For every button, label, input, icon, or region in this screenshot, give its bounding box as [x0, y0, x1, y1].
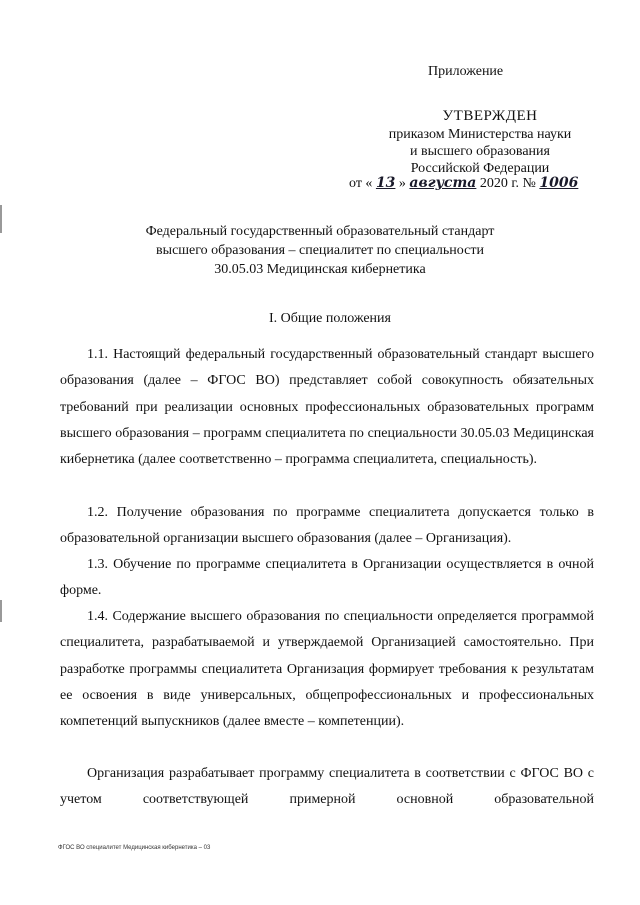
title-line: 30.05.03 Медицинская кибернетика — [214, 262, 426, 277]
order-line: Российской Федерации — [410, 161, 550, 176]
approved-label: УТВЕРЖДЕН — [442, 108, 538, 124]
page-footer: ФГОС ВО специалитет Медицинская кибернетика – 03 — [58, 845, 211, 851]
date-mid: » — [398, 176, 406, 191]
order-date-number — [349, 175, 578, 192]
paragraph-text: Организация разрабатывает программу специалитета в соответствии с ФГОС ВО с учетом соответствующей примерной основной образовательной — [60, 766, 594, 808]
paragraph-1-3 — [60, 552, 594, 605]
paragraph-1-1 — [60, 342, 594, 473]
title-line: Федеральный государственный образовательный стандарт — [145, 224, 495, 239]
section-heading: I. Общие положения — [269, 311, 391, 326]
date-year: 2020 г. № — [479, 176, 536, 191]
paragraph-text: 1.1. Настоящий федеральный государственный образовательный стандарт высшего образования (далее – ФГОС ВО) представляет собой совокупность обязательных требований при реализации основных профессиональных образовательных программ высшего образования – программ специалитета по специальности 30.05.03 Медицинская кибернетика (далее соответственно – программа специалитета, специальность). — [60, 347, 594, 468]
paragraph-organization — [60, 761, 594, 814]
scan-edge-mark — [0, 600, 2, 622]
paragraph-1-4 — [60, 604, 594, 735]
title-line: высшего образования – специалитет по специальности — [156, 243, 484, 258]
order-number-handwritten: 1006 — [539, 175, 579, 191]
paragraph-text: 1.2. Получение образования по программе специалитета допускается только в образовательной организации высшего образования (далее – Организация). — [60, 505, 594, 547]
order-line: приказом Министерства науки — [388, 127, 572, 142]
order-line: и высшего образования — [410, 144, 550, 159]
date-day-handwritten: 13 — [375, 175, 396, 191]
scan-edge-mark — [0, 205, 2, 233]
appendix-label: Приложение — [428, 64, 504, 79]
order-issuer — [360, 126, 600, 177]
date-month-handwritten: августа — [409, 175, 477, 191]
paragraph-text: 1.3. Обучение по программе специалитета в Организации осуществляется в очной форме. — [60, 557, 594, 599]
document-title — [110, 222, 530, 279]
paragraph-text: 1.4. Содержание высшего образования по специальности определяется программой специалитета, разрабатываемой и утверждаемой Организацией самостоятельно. При разработке программы специалитета Организация формирует требования к результатам ее освоения в виде универсальных, общепрофессиональных и профессиональных компетенций выпускников (далее вместе – компетенции). — [60, 609, 594, 730]
paragraph-1-2 — [60, 500, 594, 553]
date-prefix: от « — [349, 176, 373, 191]
